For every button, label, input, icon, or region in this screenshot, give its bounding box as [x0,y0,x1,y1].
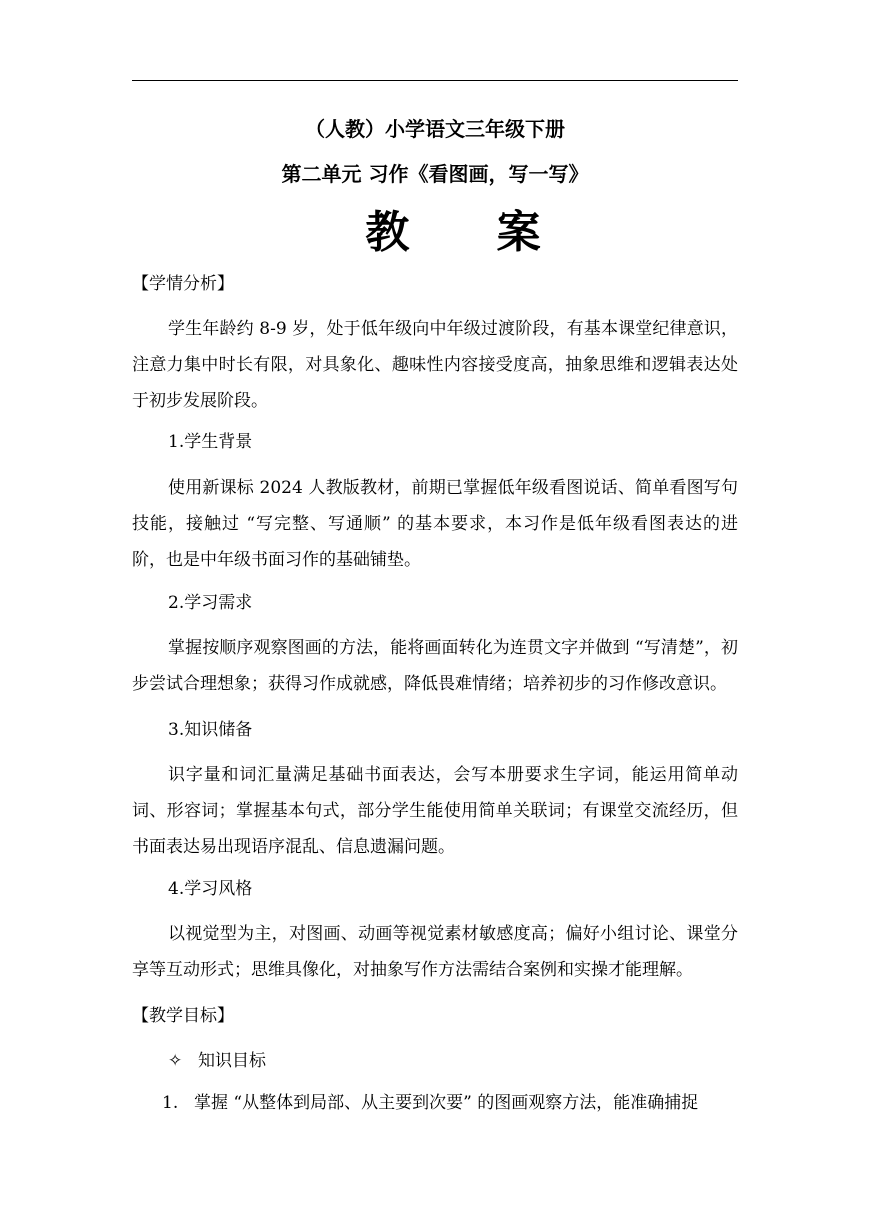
goal-category-line [132,1043,774,1079]
section-heading-xueqing: 【学情分析】 [132,274,234,294]
section-heading-mubiao: 【教学目标】 [132,1006,234,1026]
item2-title: 2.学习需求 [168,593,253,613]
item1-title: 1.学生背景 [168,432,253,452]
unit-title: 第二单元 习作《看图画，写一写》 [281,162,589,186]
item3-title: 3.知识储备 [168,720,253,740]
goal-category-label: 知识目标 [198,1051,266,1071]
goal-item-text: 掌握 “从整体到局部、从主要到次要” 的图画观察方法，能准确捕捉 [194,1093,699,1113]
header-rule [132,80,738,81]
goal-item-number: 1. [162,1093,179,1113]
item3-paragraph: 识字量和词汇量满足基础书面表达，会写本册要求生字词，能运用简单动词、形容词；掌握基本句式，部分学生能使用简单关联词；有课堂交流经历，但书面表达易出现语序混乱、信息遗漏问题。 [132,765,738,857]
goal-item-1 [132,1085,768,1121]
item4-title: 4.学习风格 [168,879,253,899]
xueqing-intro-paragraph: 学生年龄约 8-9 岁，处于低年级向中年级过渡阶段，有基本课堂纪律意识，注意力集中时长有限，对具象化、趣味性内容接受度高，抽象思维和逻辑表达处于初步发展阶段。 [132,319,738,411]
item2-paragraph: 掌握按顺序观察图画的方法，能将画面转化为连贯文字并做到 “写清楚”，初步尝试合理想象；获得习作成就感，降低畏难情绪；培养初步的习作修改意识。 [132,638,738,694]
item4-paragraph: 以视觉型为主，对图画、动画等视觉素材敏感度高；偏好小组讨论、课堂分享等互动形式；思维具像化，对抽象写作方法需结合案例和实操才能理解。 [132,924,738,980]
item1-paragraph: 使用新课标 2024 人教版教材，前期已掌握低年级看图说话、简单看图写句技能，接触过 “写完整、写通顺” 的基本要求，本习作是低年级看图表达的进阶，也是中年级书面习作的基础铺垫。 [132,478,738,570]
document-title: 教 案 [365,207,577,258]
diamond-bullet-icon: ✧ [168,1051,183,1071]
course-title: （人教）小学语文三年级下册 [305,117,565,141]
